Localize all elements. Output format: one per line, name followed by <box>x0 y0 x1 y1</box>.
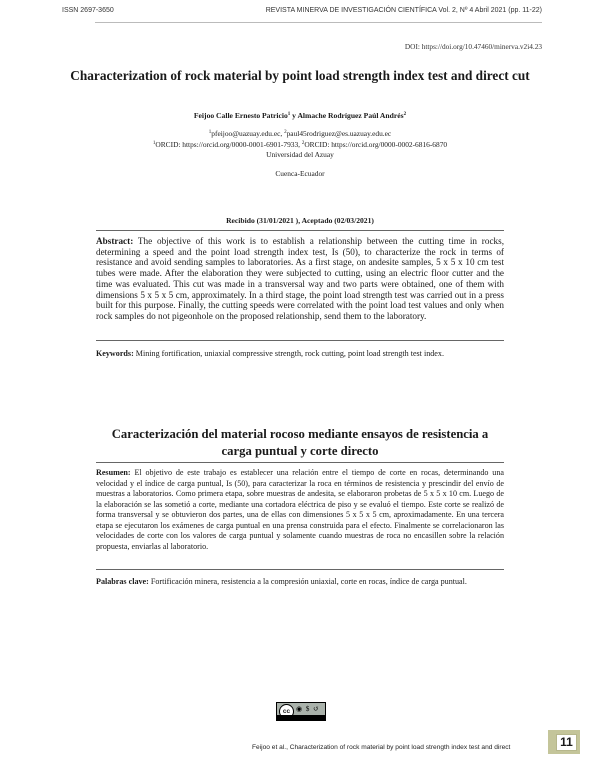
running-footer: Feijoo et al., Characterization of rock material by point load strength index test and direct <box>252 744 511 751</box>
author-1: Feijoo Calle Ernesto Patricio <box>193 111 288 120</box>
author-2-sup: 2 <box>403 112 407 117</box>
resumen-text: El objetivo de este trabajo es establecer una relación entre el tiempo de corte en rocas, determinando una velocidad y el índice de carga puntual, Is (50), para caracterizar la roca en términos de resistencia y prescindir del envío de muestras a laboratorios. Como primera etapa, sobre muestras de andesita, se elaboraron probetas de 5 x 5 x 10 cm. Luego de la elaboración se las sometió a corte, mediante una cortadora eléctrica de piso y se evaluó el tiempo. Este corte se realizó de forma transversal y se obtuvieron dos partes, una de ellas con dimensiones 5 x 5 x 5 cm, aproximadamente. En una tercera etapa se ejecutaron los exámenes de carga puntual en una prensa construida para el efecto. Finalmente se correlacionaron las velocidades de corte con los valores de carga puntual y solamente cuando muestras de roca no encasillen sobre la relación propuesta, enviarlas al laboratorio. <box>96 468 504 551</box>
doi-link[interactable]: DOI: https://doi.org/10.47460/minerva.v2i4.23 <box>404 42 542 51</box>
received-dates: Recibido (31/01/2021 ), Aceptado (02/03/2021) <box>226 216 374 225</box>
author-connector: y <box>290 111 298 120</box>
palabras-clave-text: Fortificación minera, resistencia a la compresión uniaxial, corte en rocas, índice de carga puntual. <box>148 577 467 586</box>
resumen-bottom-divider <box>96 569 504 570</box>
email-sup-2: 2 <box>284 130 287 135</box>
header-divider <box>95 22 542 23</box>
email-line <box>70 129 530 140</box>
author-1-sup: 1 <box>287 112 291 117</box>
abstract-label: Abstract: <box>96 236 134 246</box>
page-number: 11 <box>556 734 577 751</box>
abstract-text: The objective of this work is to establish a relationship between the cutting time in rocks, determining a speed and the point load strength index test, Is (50), to characterize the rock in terms of resistance and avoid sending samples to laboratories. As a first stage, on andesite samples, 5 x 5 x 10 cm test tubes were made. After the elaboration they were subjected to cutting, using an electric floor cutter and the time was evaluated. This cut was made in a transversal way and two parts were obtained, one of them with dimensions 5 x 5 x 5 cm, approximately. In a third stage, the point load strength test was carried out in a press built for this purpose. Finally, the cutting speeds were correlated with the point load test values and only when rock samples do not pigeonhole on the proposed relationship, send them to the laboratory. <box>96 236 504 321</box>
author-2: Almache Rodríguez Paúl Andrés <box>297 111 404 120</box>
author-list <box>70 111 530 120</box>
palabras-clave-label: Palabras clave: <box>96 577 149 586</box>
orcid-sup-2: 2 <box>301 140 305 146</box>
orcid-sup-1: 1 <box>152 140 156 146</box>
palabras-clave <box>96 575 504 589</box>
keywords-text: Mining fortification, uniaxial compressive strength, rock cutting, point load strength test index. <box>133 349 444 358</box>
orcid-1[interactable]: ORCID: https://orcid.org/0000-0001-6901-7933, <box>155 139 302 149</box>
keywords <box>96 346 504 362</box>
journal-header: REVISTA MINERVA DE INVESTIGACIÓN CIENTÍFICA Vol. 2, Nº 4 Abril 2021 (pp. 11-22) <box>265 7 542 14</box>
cc-logo: cc <box>279 704 294 719</box>
resumen-top-divider <box>96 462 504 463</box>
abstract <box>96 236 504 322</box>
resumen-label: Resumen: <box>96 468 131 477</box>
abstract-bottom-divider <box>96 340 504 341</box>
issn: ISSN 2697-3650 <box>62 7 114 14</box>
keywords-label: Keywords: <box>96 349 134 358</box>
university: Universidad del Azuay <box>266 150 334 159</box>
page-number-box <box>548 730 580 754</box>
article-title: Characterization of rock material by point load strength index test and direct cut <box>70 68 530 83</box>
affiliation-block <box>70 129 530 161</box>
email-sup-1: 1 <box>208 130 212 135</box>
spanish-title: Caracterización del material rocoso mediante ensayos de resistencia a carga puntual y corte directo <box>111 427 489 458</box>
license-attribution-icons: ◉ $ ↺ <box>296 705 320 713</box>
email-1[interactable]: pfeijoo@uazuay.edu.ec, <box>211 129 285 138</box>
city: Cuenca-Ecuador <box>275 169 325 178</box>
abstract-top-divider <box>96 230 504 231</box>
license-bar <box>277 715 325 720</box>
resumen <box>96 468 504 552</box>
orcid-line <box>70 140 530 151</box>
creative-commons-by-nc-sa-icon[interactable] <box>276 702 326 721</box>
orcid-2[interactable]: ORCID: https://orcid.org/0000-0002-6816-6870 <box>304 139 448 149</box>
email-2[interactable]: paul45rodriguez@es.uazuay.edu.ec <box>286 129 392 138</box>
